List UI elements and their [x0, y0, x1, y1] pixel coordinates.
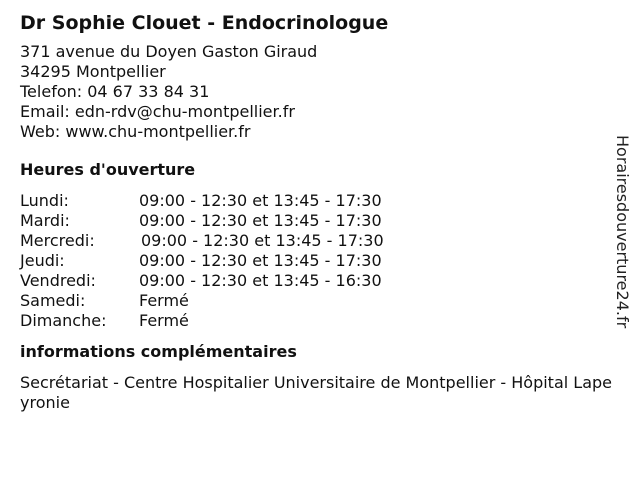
time-value: 09:00 - 12:30 et 13:45 - 16:30: [139, 271, 382, 290]
hours-row-monday: [20, 191, 620, 211]
opening-hours-heading: Heures d'ouverture: [20, 160, 196, 179]
hours-row-sunday: [20, 311, 620, 331]
street-address: 371 avenue du Doyen Gaston Giraud: [20, 42, 318, 61]
time-value: Fermé: [139, 291, 189, 310]
day-label: Mercredi:: [20, 231, 95, 250]
additional-info-text: Secrétariat - Centre Hospitalier Universitaire de Montpellier - Hôpital Lapeyronie: [20, 373, 613, 412]
website-link[interactable]: Web: www.chu-montpellier.fr: [20, 122, 251, 141]
address-block: [20, 42, 620, 142]
time-value: 09:00 - 12:30 et 13:45 - 17:30: [139, 191, 382, 210]
hours-row-saturday: [20, 291, 620, 311]
page-title: Dr Sophie Clouet - Endocrinologue: [20, 12, 389, 34]
hours-row-thursday: [20, 251, 620, 271]
day-label: Lundi:: [20, 191, 69, 210]
day-label: Samedi:: [20, 291, 86, 310]
phone-number: Telefon: 04 67 33 84 31: [20, 82, 210, 101]
email-link[interactable]: Email: edn-rdv@chu-montpellier.fr: [20, 102, 295, 121]
hours-row-friday: [20, 271, 620, 291]
time-value: Fermé: [139, 311, 189, 330]
city-address: 34295 Montpellier: [20, 62, 166, 81]
opening-hours-table: [20, 191, 620, 331]
time-value: 09:00 - 12:30 et 13:45 - 17:30: [139, 251, 382, 270]
day-label: Vendredi:: [20, 271, 96, 290]
time-value: 09:00 - 12:30 et 13:45 - 17:30: [141, 231, 384, 250]
day-label: Jeudi:: [20, 251, 65, 270]
day-label: Dimanche:: [20, 311, 107, 330]
hours-row-wednesday: [20, 231, 620, 251]
hours-row-tuesday: [20, 211, 620, 231]
additional-info-heading: informations complémentaires: [20, 342, 297, 361]
day-label: Mardi:: [20, 211, 70, 230]
doctor-info-card: [20, 10, 620, 413]
site-watermark-label: Horairesdouverture24.fr: [613, 135, 632, 329]
time-value: 09:00 - 12:30 et 13:45 - 17:30: [139, 211, 382, 230]
